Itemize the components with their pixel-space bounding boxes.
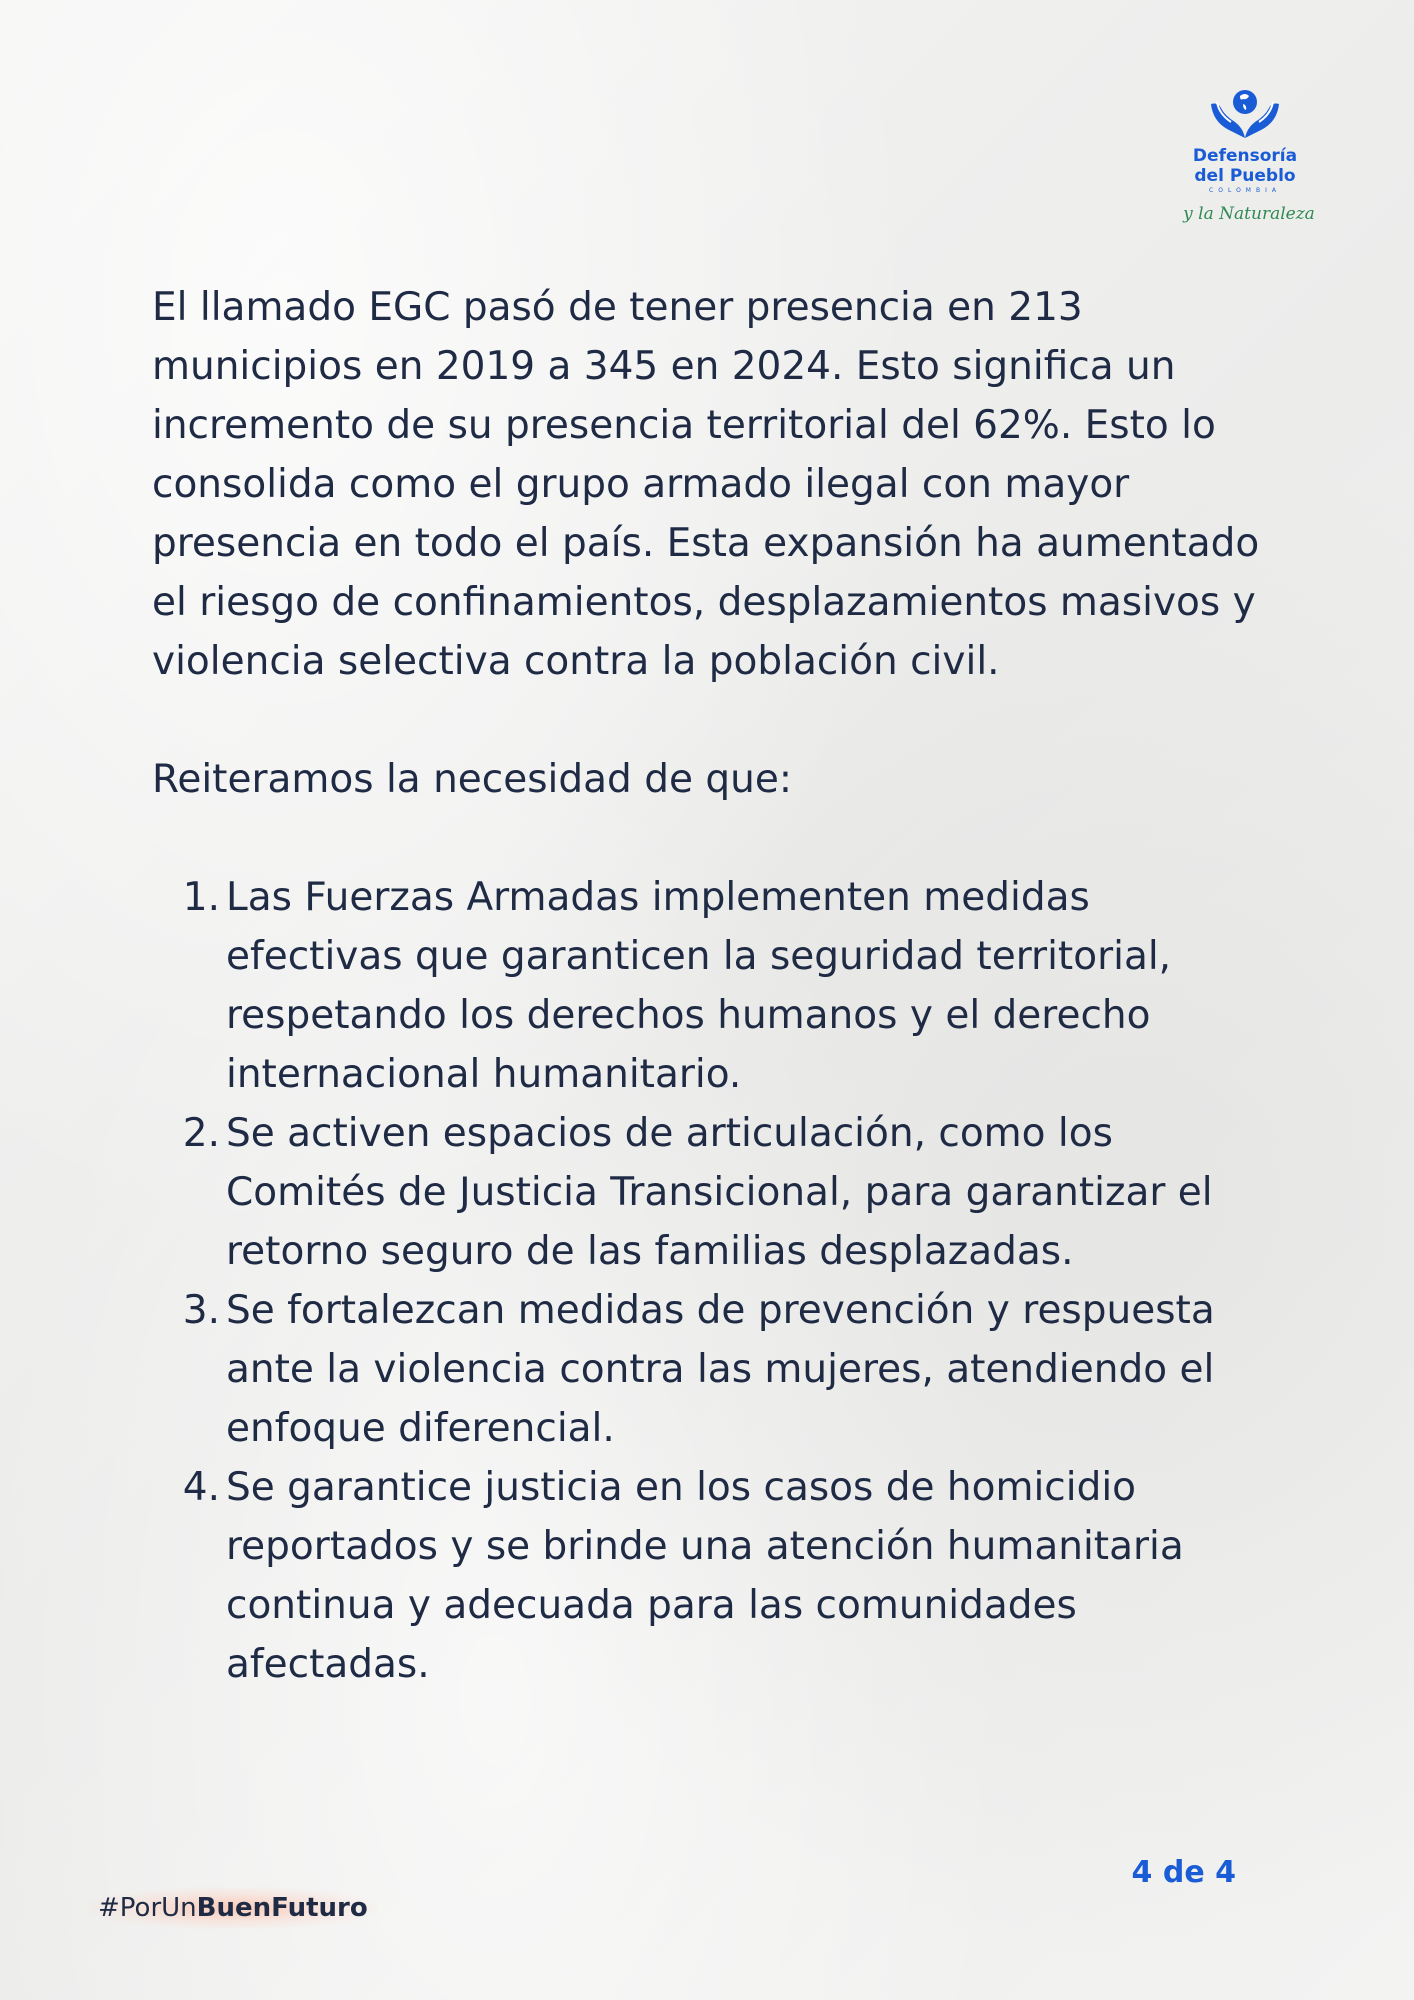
list-item-number: 1.: [182, 875, 220, 920]
page-counter: 4 de 4: [1131, 1855, 1236, 1890]
logo-name-line1: Defensoría: [1192, 146, 1298, 166]
list-item-number: 3.: [182, 1288, 220, 1333]
list-item: [152, 1281, 1266, 1458]
list-item-number: 4.: [182, 1465, 220, 1510]
hands-globe-icon: [1203, 82, 1287, 146]
demands-list: [152, 868, 1262, 1694]
list-item: [152, 1104, 1266, 1281]
lead-sentence: Reiteramos la necesidad de que:: [152, 757, 792, 802]
hashtag-bold: BuenFuturo: [196, 1893, 368, 1923]
list-item: [152, 868, 1266, 1104]
logo-country: COLOMBIA: [1209, 187, 1281, 194]
campaign-hashtag: [88, 1887, 378, 1929]
hashtag-prefix: #PorUn: [98, 1893, 197, 1923]
defensoria-logo: [1170, 82, 1320, 224]
intro-paragraph: El llamado EGC pasó de tener presencia en 213 municipios en 2019 a 345 en 2024. Esto significa un incremento de su presencia territorial del 62%. Esto lo consolida como el grupo armado ilegal con mayor presencia en todo el país. Esta expansión ha aumentado el riesgo de confinamientos, desplazamientos masivos y violencia selectiva contra la población civil.: [152, 285, 1260, 684]
main-content: [152, 278, 1262, 1694]
logo-name-line2: del Pueblo: [1194, 166, 1296, 186]
logo-tagline: y la Naturaleza: [1183, 204, 1315, 224]
list-item-text: Se fortalezcan medidas de prevención y respuesta ante la violencia contra las mujeres, atendiendo el enfoque diferencial.: [226, 1288, 1215, 1451]
list-item: [152, 1458, 1266, 1694]
list-item-text: Se activen espacios de articulación, como los Comités de Justicia Transicional, para garantizar el retorno seguro de las familias desplazadas.: [226, 1111, 1213, 1274]
list-item-text: Las Fuerzas Armadas implementen medidas efectivas que garanticen la seguridad territorial, respetando los derechos humanos y el derecho internacional humanitario.: [226, 875, 1172, 1097]
list-item-text: Se garantice justicia en los casos de homicidio reportados y se brinde una atención humanitaria continua y adecuada para las comunidades afectadas.: [226, 1465, 1184, 1687]
list-item-number: 2.: [182, 1111, 220, 1156]
